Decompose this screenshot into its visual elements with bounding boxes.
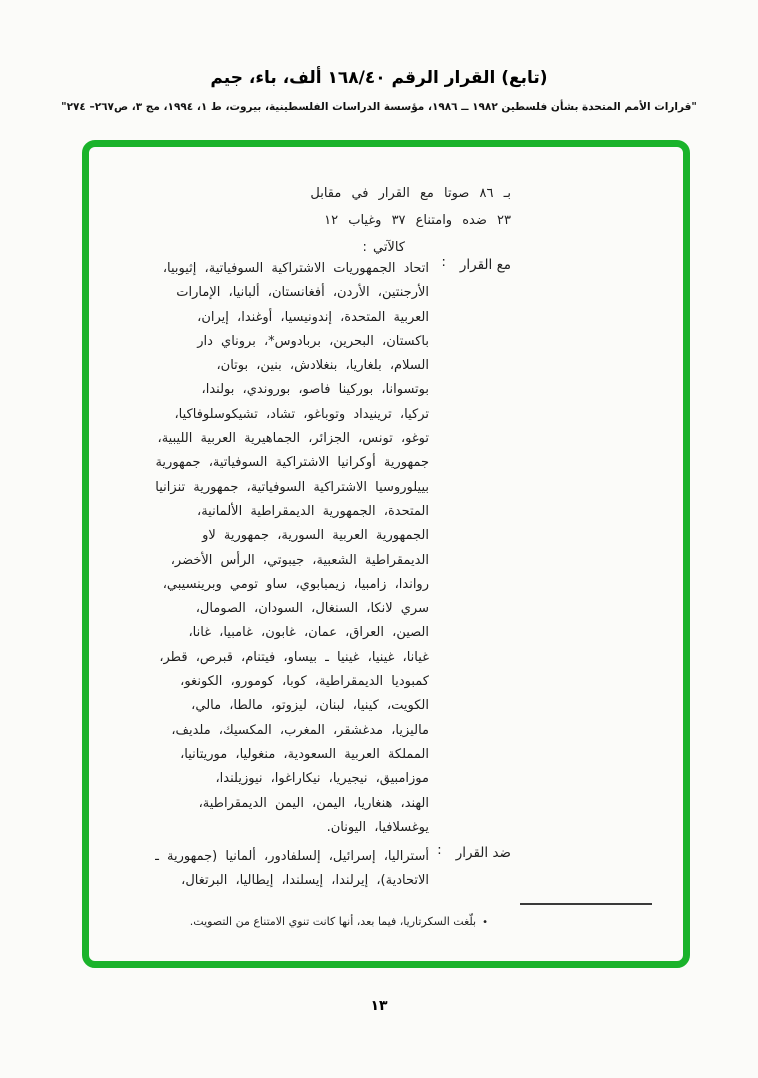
country-line: المتحدة، الجمهورية الديمقراطية الألمانية،	[197, 503, 429, 519]
country-line: الجمهورية العربية السورية، جمهورية لاو	[202, 528, 429, 544]
vote-summary-paragraph	[239, 181, 511, 261]
country-line: أستراليا، إسرائيل، إلسلفادور، ألمانيا (جمهورية ـ	[155, 849, 429, 864]
label-colon: :	[441, 254, 446, 270]
country-list-for	[155, 257, 429, 840]
label-colon: :	[437, 842, 442, 858]
country-list-against	[155, 845, 429, 894]
country-line: الأرجنتين، الأردن، أفغانستان، ألبانيا، الإمارات	[176, 285, 429, 301]
country-line: اتحاد الجمهوريات الاشتراكية السوفياتية، إثيوبيا،	[162, 261, 429, 276]
section-label-against	[437, 843, 511, 863]
citation-line: "قرارات الأمم المتحدة بشأن فلسطين ١٩٨٢ ــ ١٩٨٦، مؤسسة الدراسات الفلسطينية، بيروت، ط ١، ١٩٩٤، مج ٣، ص٢٦٧– ٢٧٤"	[61, 101, 697, 113]
footnote-separator	[520, 903, 652, 905]
country-line: المملكة العربية السعودية، منغوليا، موريتانيا،	[180, 746, 429, 762]
country-line: بييلوروسيا الاشتراكية السوفياتية، جمهورية تنزانيا	[155, 479, 429, 495]
vote-summary-line: بـ ٨٦ صوتا مع القرار في مقابل	[310, 186, 511, 201]
country-line: الهند، هنغاريا، اليمن، اليمن الديمقراطية،	[198, 795, 429, 811]
country-line: باكستان، البحرين، بربادوس*، بروناي دار	[197, 333, 429, 349]
footnote-text: بلّغت السكرتاريا، فيما بعد، أنها كانت تنوي الامتناع من التصويت.	[189, 915, 477, 928]
country-line: غيانا، غينيا، غينيا ـ بيساو، فيتنام، قبرص، قطر،	[159, 649, 429, 665]
footnote	[134, 913, 488, 931]
country-line: ماليزيا، مدغشقر، المغرب، المكسيك، ملديف،	[171, 722, 429, 738]
section-label-for	[441, 255, 511, 275]
country-line: توغو، تونس، الجزائر، الجماهيرية العربية الليبية،	[157, 431, 429, 447]
country-line: الاتحادية)، إيرلندا، إيسلندا، إيطاليا، البرتغال،	[181, 873, 429, 889]
country-line: رواندا، زامبيا، زيمبابوي، ساو تومي وبرينسيبي،	[162, 576, 429, 592]
vote-summary-line: كالآتي :	[362, 239, 405, 255]
country-line: العربية المتحدة، إندونيسيا، أوغندا، إيران،	[197, 309, 429, 325]
country-line: الكويت، كينيا، لبنان، ليزوتو، مالطا، مالي،	[191, 698, 429, 714]
page-number: ١٣	[370, 998, 388, 1014]
section-label-text: مع القرار	[459, 257, 511, 273]
country-line: تركيا، ترينيداد وتوباغو، تشاد، تشيكوسلوفاكيا،	[174, 406, 429, 422]
section-label-text: ضد القرار	[455, 845, 511, 861]
country-line: الديمقراطية الشعبية، جيبوتي، الرأس الأخضر،	[170, 552, 429, 568]
page-title: (تابع) القرار الرقم ١٦٨/٤٠ ألف، باء، جيم	[210, 68, 548, 88]
content-frame	[82, 140, 690, 968]
vote-summary-line: ٢٣ ضده وامتناع ٣٧ وغياب ١٢	[324, 212, 511, 228]
country-line: كمبوديا الديمقراطية، كوبا، كومورو، الكونغو،	[180, 674, 429, 690]
country-line: جمهورية أوكرانيا الاشتراكية السوفياتية، جمهورية	[155, 455, 429, 471]
country-line: سري لانكا، السنغال، السودان، الصومال،	[195, 601, 429, 617]
country-line: يوغسلافيا، اليونان.	[326, 819, 429, 835]
country-line: موزامبيق، نيجيريا، نيكاراغوا، نيوزيلندا،	[215, 771, 429, 787]
country-line: الصين، العراق، عمان، غابون، غامبيا، غانا،	[188, 625, 429, 641]
footnote-bullet: •	[482, 917, 488, 928]
country-line: السلام، بلغاريا، بنغلادش، بنين، بوتان،	[216, 358, 429, 374]
country-line: بوتسوانا، بوركينا فاصو، بوروندي، بولندا،	[201, 382, 429, 398]
